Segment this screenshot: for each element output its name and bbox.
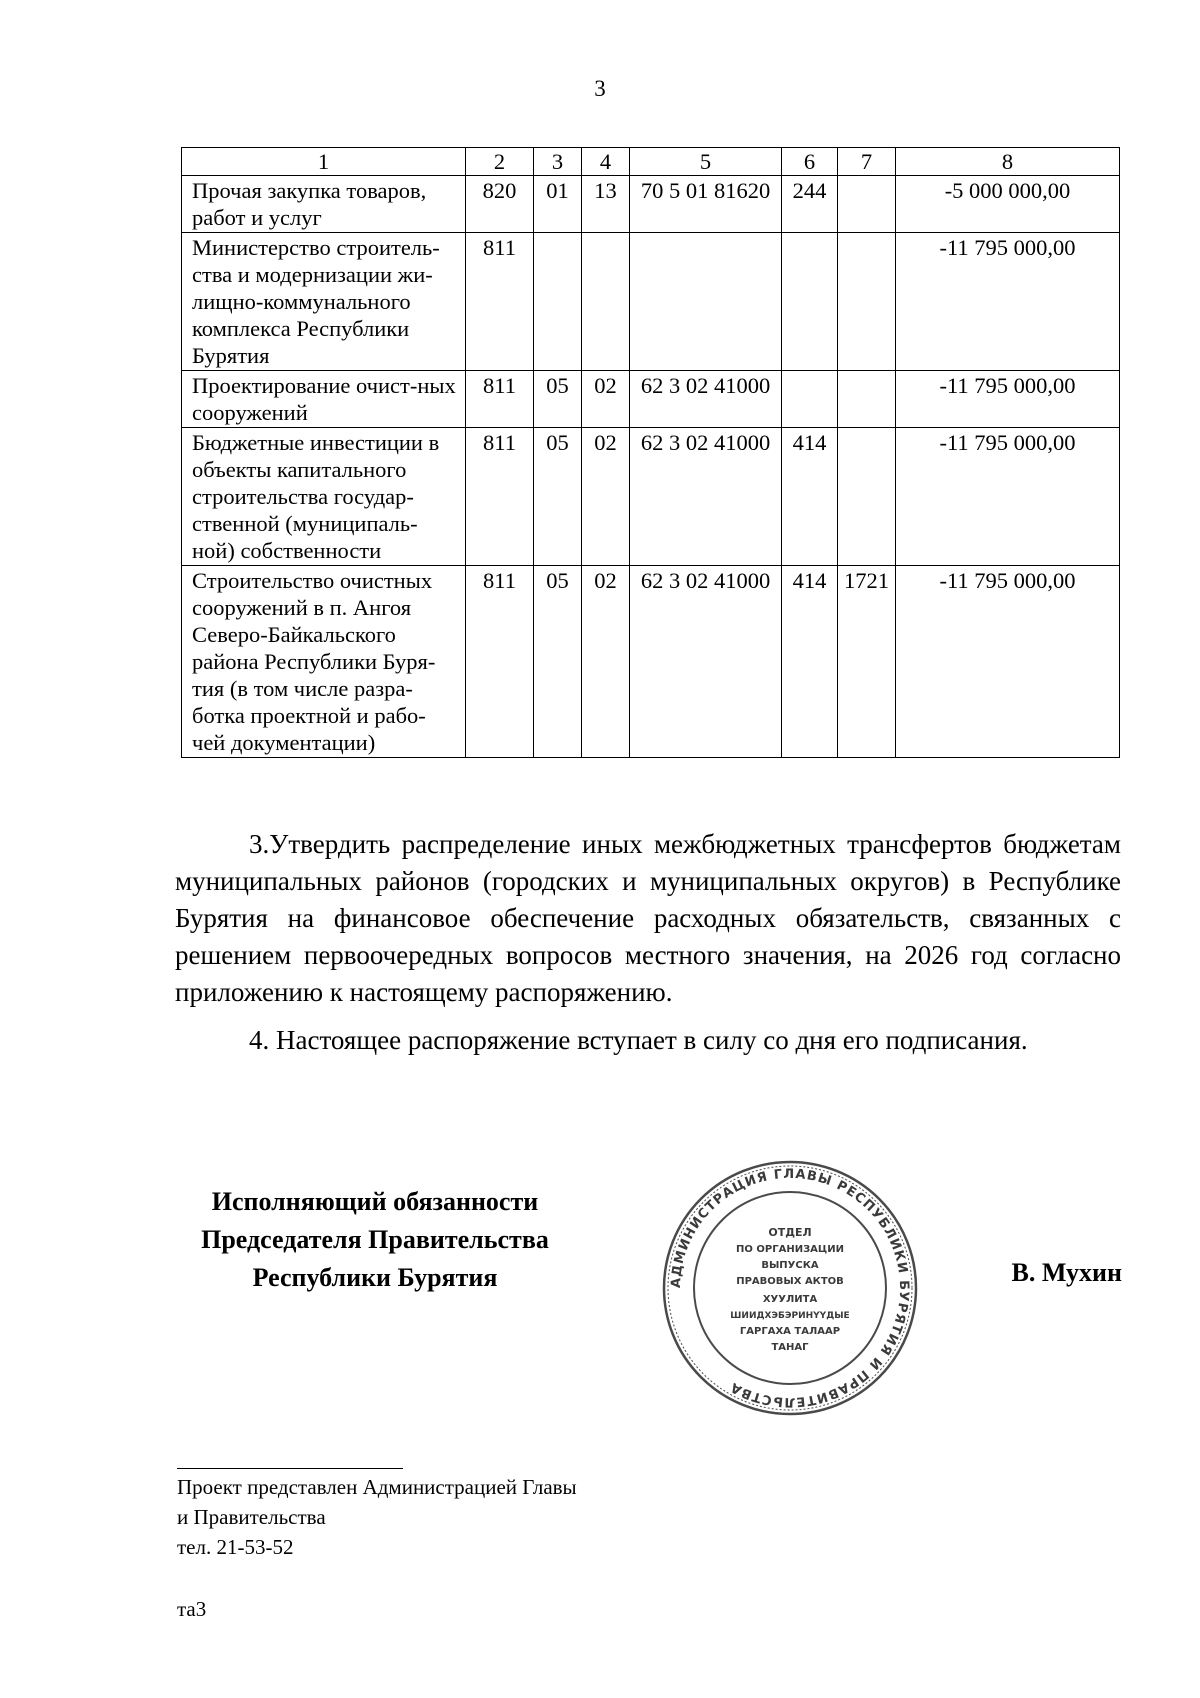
row-cell: 62 3 02 41000 bbox=[630, 428, 782, 566]
row-cell: 811 bbox=[466, 371, 534, 428]
signature-title-line: Республики Бурятия bbox=[252, 1263, 498, 1292]
stamp-line: ХУУЛИТА bbox=[762, 1294, 818, 1305]
row-name: Проектирование очист-ных сооружений bbox=[182, 371, 466, 428]
row-amount: -11 795 000,00 bbox=[896, 233, 1120, 371]
row-cell bbox=[782, 371, 838, 428]
header-cell: 8 bbox=[896, 148, 1120, 176]
header-cell: 5 bbox=[630, 148, 782, 176]
official-stamp bbox=[660, 1158, 920, 1418]
stamp-line: ВЫПУСКА bbox=[761, 1260, 819, 1271]
signature-block bbox=[170, 1183, 580, 1297]
row-cell: 05 bbox=[534, 371, 582, 428]
footnote bbox=[177, 1472, 577, 1562]
page-number: 3 bbox=[594, 76, 606, 101]
row-amount: -5 000 000,00 bbox=[896, 176, 1120, 233]
row-cell bbox=[582, 233, 630, 371]
row-cell: 62 3 02 41000 bbox=[630, 371, 782, 428]
row-name: Бюджетные инвестиции в объекты капитального строительства государ-ственной (муниципаль-ной) собственности bbox=[182, 428, 466, 566]
footnote-divider bbox=[177, 1468, 403, 1469]
budget-table bbox=[181, 147, 1120, 758]
svg-text:АДМИНИСТРАЦИЯ ГЛАВЫ РЕСПУБЛИКИ bbox=[669, 1167, 911, 1409]
header-cell: 4 bbox=[582, 148, 630, 176]
stamp-line: ОТДЕЛ bbox=[768, 1226, 812, 1239]
row-cell bbox=[838, 233, 896, 371]
row-cell: 01 bbox=[534, 176, 582, 233]
row-cell: 05 bbox=[534, 566, 582, 758]
row-cell: 414 bbox=[782, 566, 838, 758]
row-cell bbox=[630, 233, 782, 371]
row-amount: -11 795 000,00 bbox=[896, 371, 1120, 428]
row-cell: 05 bbox=[534, 428, 582, 566]
table-row bbox=[182, 233, 1120, 371]
stamp-line: ПРАВОВЫХ АКТОВ bbox=[736, 1276, 844, 1287]
row-cell bbox=[782, 233, 838, 371]
stamp-line: ГАРГАХА ТАЛААР bbox=[739, 1326, 841, 1337]
row-name: Министерство строитель-ства и модернизации жи-лищно-коммунального комплекса Республики Бурятия bbox=[182, 233, 466, 371]
paragraph-4: 4. Настоящее распоряжение вступает в силу со дня его подписания. bbox=[249, 1025, 1028, 1055]
row-name: Прочая закупка товаров, работ и услуг bbox=[182, 176, 466, 233]
signature-title-line: Председателя Правительства bbox=[201, 1225, 549, 1254]
row-cell bbox=[838, 428, 896, 566]
row-cell: 811 bbox=[466, 233, 534, 371]
table-row bbox=[182, 176, 1120, 233]
row-cell: 13 bbox=[582, 176, 630, 233]
signer-name: В. Мухин bbox=[1011, 1258, 1122, 1287]
header-cell: 3 bbox=[534, 148, 582, 176]
row-cell: 02 bbox=[582, 566, 630, 758]
stamp-outer-text: АДМИНИСТРАЦИЯ ГЛАВЫ РЕСПУБЛИКИ БУРЯТИЯ И ПРАВИТЕЛЬСТВА bbox=[668, 1166, 912, 1410]
row-cell: 62 3 02 41000 bbox=[630, 566, 782, 758]
table-row bbox=[182, 371, 1120, 428]
header-cell: 2 bbox=[466, 148, 534, 176]
stamp-line: ТАНАГ bbox=[771, 1342, 809, 1353]
stamp-line: ПО ОРГАНИЗАЦИИ bbox=[736, 1244, 844, 1255]
header-cell: 1 bbox=[182, 148, 466, 176]
table-row bbox=[182, 566, 1120, 758]
row-cell: 02 bbox=[582, 371, 630, 428]
row-name: Строительство очистных сооружений в п. Ангоя Северо-Байкальского района Республики Буря-тия (в том числе разра-ботка проектной и рабо-чей документации) bbox=[182, 566, 466, 758]
footnote-phone: тел. 21-53-52 bbox=[177, 1535, 294, 1559]
row-cell: 820 bbox=[466, 176, 534, 233]
header-cell: 6 bbox=[782, 148, 838, 176]
row-cell: 244 bbox=[782, 176, 838, 233]
paragraph-3: 3.Утвердить распределение иных межбюджетных трансфертов бюджетам муниципальных районов (городских и муниципальных округов) в Республике Бурятия на финансовое обеспечение расходных обязательств, связанных с решением первоочередных вопросов местного значения, на 2026 год согласно приложению к настоящему распоряжению. bbox=[175, 829, 1121, 1007]
row-cell bbox=[838, 371, 896, 428]
row-amount: -11 795 000,00 bbox=[896, 428, 1120, 566]
header-cell: 7 bbox=[838, 148, 896, 176]
table-row bbox=[182, 428, 1120, 566]
row-cell: 811 bbox=[466, 566, 534, 758]
footnote-line: Проект представлен Администрацией Главы bbox=[177, 1475, 577, 1499]
stamp-line: ШИИДХЭБЭРИНҮҮДЫЕ bbox=[730, 1311, 850, 1321]
row-cell bbox=[838, 176, 896, 233]
row-amount: -11 795 000,00 bbox=[896, 566, 1120, 758]
row-cell: 811 bbox=[466, 428, 534, 566]
row-cell: 70 5 01 81620 bbox=[630, 176, 782, 233]
footnote-line: и Правительства bbox=[177, 1505, 326, 1529]
table-header-row bbox=[182, 148, 1120, 176]
document-code: та3 bbox=[177, 1597, 207, 1621]
row-cell: 414 bbox=[782, 428, 838, 566]
signature-title-line: Исполняющий обязанности bbox=[211, 1187, 539, 1216]
row-cell: 1721 bbox=[838, 566, 896, 758]
row-cell: 02 bbox=[582, 428, 630, 566]
row-cell bbox=[534, 233, 582, 371]
